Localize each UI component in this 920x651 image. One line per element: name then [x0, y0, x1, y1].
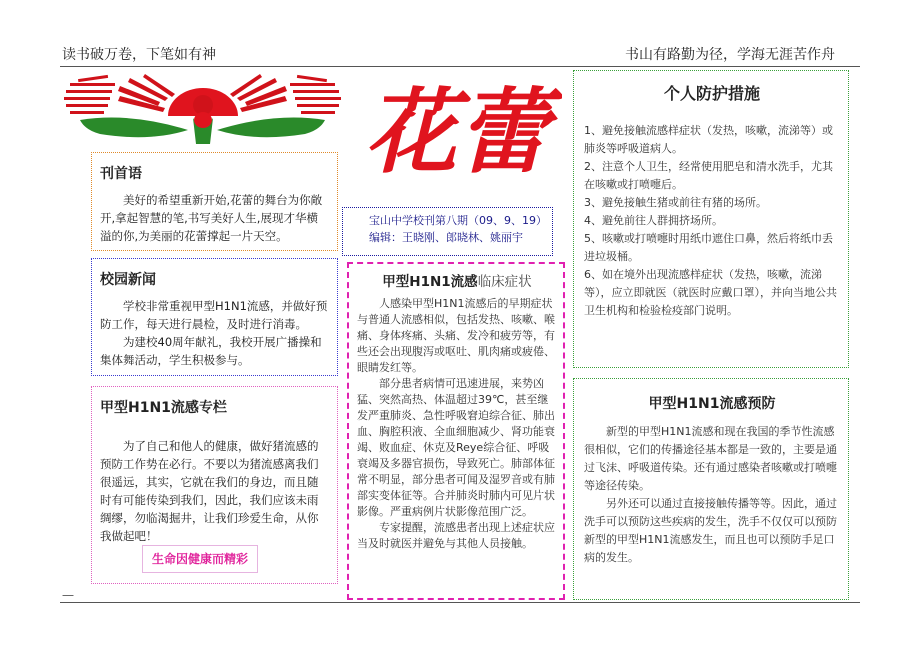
symptoms-para-1: 人感染甲型H1N1流感后的早期症状与普通人流感相似，包括发热、咳嗽、喉痛、身体疼痛、头痛、发冷和疲劳等，有些还会出现腹泻或呕吐、肌肉痛或疲倦、眼睛发红等。: [357, 297, 555, 374]
school-logo: [60, 72, 345, 147]
editorial-text: 美好的希望重新开始,花蕾的舞台为你敞开,拿起智慧的笔,书写美好人生,展现才华横溢的你,为美丽的花蕾撑起一片天空。: [100, 193, 323, 243]
header-motto-left: 读书破万卷，下笔如有神: [62, 47, 216, 63]
symptoms-box: [347, 262, 565, 600]
protection-item: 1、避免接触流感样症状（发热，咳嗽，流涕等）或肺炎等呼吸道病人。: [584, 124, 833, 155]
footer-divider: [60, 602, 860, 603]
protection-item: 2、注意个人卫生，经常使用肥皂和清水洗手，尤其在咳嗽或打喷嚏后。: [584, 160, 833, 191]
protection-item: 4、避免前往人群拥挤场所。: [584, 214, 723, 227]
symptoms-heading-b: 临床症状: [477, 274, 532, 290]
flu-column-heading: 甲型H1N1流感专栏: [100, 400, 227, 416]
flu-column-box: [91, 386, 338, 584]
protection-item: 6、如在境外出现流感样症状（发热，咳嗽，流涕等），应立即就医（就医时应戴口罩），并向当地公共卫生机构和检验检疫部门说明。: [584, 268, 837, 317]
protection-heading: 个人防护措施: [663, 84, 760, 103]
health-slogan: 生命因健康而精彩: [142, 545, 258, 573]
protection-box: [573, 70, 849, 368]
prevention-para-1: 新型的甲型H1N1流感和现在我国的季节性流感很相似，它们的传播途径基本都是一致的，主要是通过飞沫、呼吸道传染。还有通过感染者咳嗽或打喷嚏等途径传染。: [584, 425, 837, 492]
center-bud: [194, 112, 212, 128]
symptoms-para-3: 专家提醒，流感患者出现上述症状应当及时就医并避免与其他人员接触。: [357, 521, 555, 550]
masthead-title-text: 花蕾: [364, 78, 550, 182]
flu-column-text: 为了自己和他人的健康，做好猪流感的预防工作势在必行。不要以为猪流感离我们很遥远，其实，它就在我们的身边，而且随时有可能传染到我们，因此，我们应该未雨绸缪，勿临渴掘井，让我们珍爱生命，从你我做起吧！: [100, 439, 319, 543]
header-motto-right: 书山有路勤为径，学海无涯苦作舟: [625, 47, 835, 63]
editorial-heading: 刊首语: [100, 166, 142, 182]
protection-item: 5、咳嗽或打喷嚏时用纸巾遮住口鼻，然后将纸巾丢进垃圾桶。: [584, 232, 833, 263]
campus-news-heading: 校园新闻: [100, 272, 156, 288]
prevention-heading: 甲型H1N1流感预防: [648, 396, 776, 412]
campus-news-para-1: 学校非常重视甲型H1N1流感，并做好预防工作，每天进行晨检，及时进行消毒。: [100, 299, 328, 331]
issue-info-box: [342, 207, 553, 256]
footer-mark: —: [62, 588, 74, 602]
header-divider: [60, 66, 860, 67]
protection-item: 3、避免接触生猪或前往有猪的场所。: [584, 196, 767, 209]
left-leaf: [80, 118, 188, 138]
symptoms-para-2: 部分患者病情可迅速进展，来势凶猛、突然高热、体温超过39℃，甚至继发严重肺炎、急性呼吸窘迫综合征、肺出血、胸腔积液、全血细胞减少、肾功能衰竭、败血症、休克及Reye综合征、呼吸衰竭及多器官损伤，导致死亡。肺部体征常不明显，部分患者可闻及湿罗音或有肺部实变体征等。合并肺炎时肺内可见片状影像。严重病例片状影像范围广泛。: [357, 377, 555, 518]
prevention-para-2: 另外还可以通过直接接触传播等等。因此，通过洗手可以预防这些疾病的发生，洗手不仅仅可以预防新型的甲型H1N1流感发生，而且也可以预防手足口病的发生。: [584, 497, 837, 564]
prevention-box: [573, 378, 849, 600]
right-leaf: [217, 118, 325, 138]
campus-news-para-2: 为建校40周年献礼，我校开展广播操和集体舞活动，学生积极参与。: [100, 335, 322, 367]
editorial-box: [91, 152, 338, 251]
masthead-title: [352, 72, 562, 182]
symptoms-heading: [357, 270, 557, 290]
issue-editors: 编辑：王晓刚、郎晓林、姚丽宇: [369, 231, 523, 244]
symptoms-heading-a: 甲型H1N1流感: [382, 274, 478, 290]
issue-number: 宝山中学校刊第八期（09、9、19）: [369, 214, 547, 227]
campus-news-box: [91, 258, 338, 376]
